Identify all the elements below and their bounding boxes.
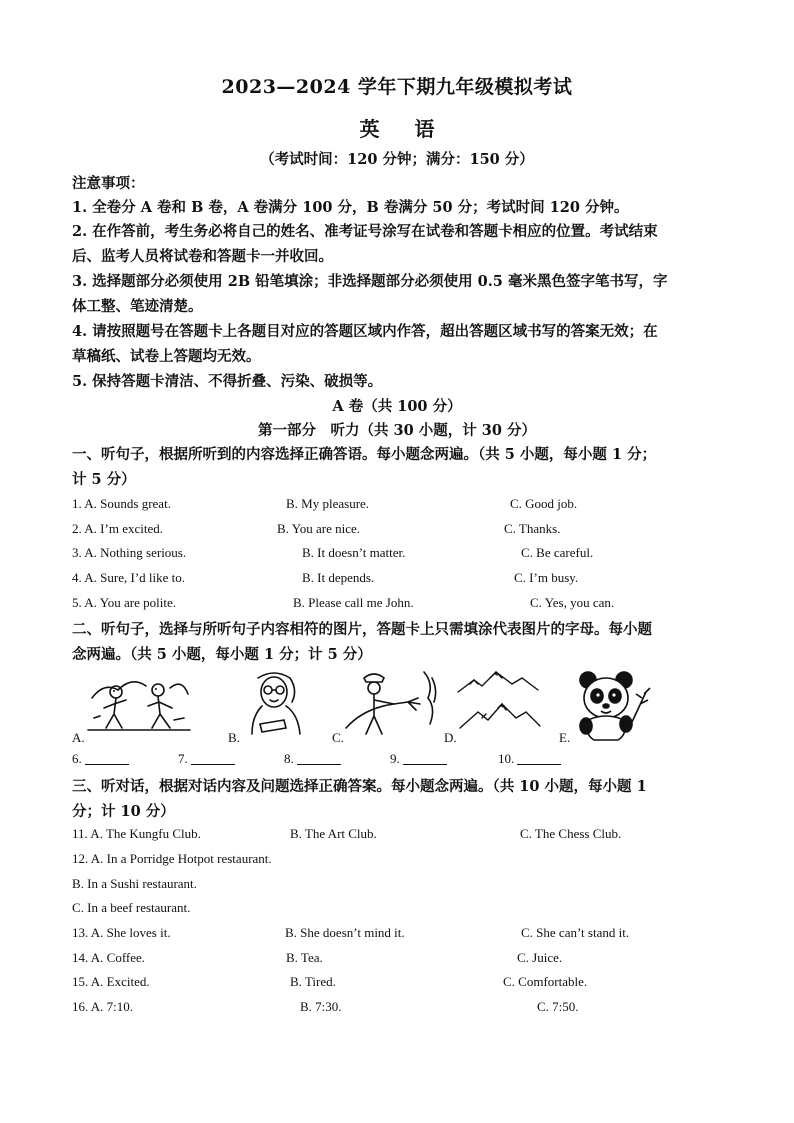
- section1-instruction-cont: 计 5 分）: [72, 471, 136, 488]
- section3-instruction-cont: 分；计 10 分）: [72, 803, 175, 820]
- q14-option-c: C. Juice.: [517, 950, 563, 965]
- picture-label-d: D.: [444, 730, 457, 745]
- q5-option-c: C. Yes, you can.: [530, 595, 615, 610]
- q13-option-c: C. She can’t stand it.: [521, 925, 630, 940]
- mountains-picture: [456, 668, 542, 738]
- note-line: 4. 请按照题号在答题卡上各题目对应的答题区域内作答，超出答题区域书写的答案无效；在: [72, 323, 658, 340]
- q2-option-c: C. Thanks.: [504, 521, 561, 536]
- note-line: 5. 保持答题卡清洁、不得折叠、污染、破损等。: [72, 373, 383, 390]
- q14-option-a: 14. A. Coffee.: [72, 950, 146, 965]
- answer-blank-7: 7.: [178, 751, 235, 767]
- q16-option-a: 16. A. 7:10.: [72, 999, 134, 1014]
- part1-heading: 第一部分 听力（共 30 小题，计 30 分）: [257, 422, 537, 439]
- q16-option-c: C. 7:50.: [537, 999, 579, 1014]
- q12-option-b: B. In a Sushi restaurant.: [72, 876, 197, 891]
- picture-label-b: B.: [228, 730, 240, 745]
- note-line: 1. 全卷分 A 卷和 B 卷，A 卷满分 100 分，B 卷满分 50 分；考试时间 120 分钟。: [72, 199, 629, 216]
- note-line: 草稿纸、试卷上答题均无效。: [72, 348, 261, 365]
- exam-title: 2023—2024 学年下期九年级模拟考试: [221, 76, 573, 98]
- q15-option-a: 15. A. Excited.: [72, 974, 150, 989]
- q12-option-c: C. In a beef restaurant.: [72, 900, 191, 915]
- section1-instruction: 一、听句子，根据所听到的内容选择正确答语。每小题念两遍。（共 5 小题，每小题 1 分；: [72, 446, 657, 463]
- q3-option-a: 3. A. Nothing serious.: [72, 545, 187, 560]
- section2-instruction: 二、听句子，选择与所听句子内容相符的图片，答题卡上只需填涂代表图片的字母。每小题: [72, 621, 652, 638]
- note-line: 后、监考人员将试卷和答题卡一并收回。: [72, 248, 333, 265]
- picture-label-a: A.: [72, 730, 85, 745]
- q11-option-b: B. The Art Club.: [290, 826, 377, 841]
- q11-option-a: 11. A. The Kungfu Club.: [72, 826, 201, 841]
- q4-option-c: C. I’m busy.: [514, 570, 579, 585]
- children-playing-picture: [84, 668, 194, 736]
- q15-option-b: B. Tired.: [290, 974, 336, 989]
- q3-option-c: C. Be careful.: [521, 545, 594, 560]
- q4-option-a: 4. A. Sure, I’d like to.: [72, 570, 186, 585]
- exam-info: （考试时间：120 分钟；满分：150 分）: [260, 151, 534, 168]
- note-line: 2. 在作答前，考生务必将自己的姓名、准考证号涂写在试卷和答题卡相应的位置。考试结束: [72, 223, 658, 240]
- note-line: 体工整、笔迹清楚。: [72, 298, 203, 315]
- answer-blank-6: 6.: [72, 751, 129, 767]
- q3-option-b: B. It doesn’t matter.: [302, 545, 406, 560]
- picture-label-c: C.: [332, 730, 344, 745]
- person-reading-picture: [242, 668, 312, 738]
- q16-option-b: B. 7:30.: [300, 999, 342, 1014]
- q1-option-a: 1. A. Sounds great.: [72, 496, 171, 511]
- subject-title: 英 语: [359, 117, 449, 141]
- answer-blank-9: 9.: [390, 751, 447, 767]
- q11-option-c: C. The Chess Club.: [520, 826, 622, 841]
- q15-option-c: C. Comfortable.: [503, 974, 588, 989]
- q13-option-a: 13. A. She loves it.: [72, 925, 171, 940]
- notes-heading: 注意事项：: [72, 175, 145, 192]
- q2-option-a: 2. A. I’m excited.: [72, 521, 163, 536]
- paper-a-heading: A 卷（共 100 分）: [332, 398, 462, 415]
- section3-instruction: 三、听对话，根据对话内容及问题选择正确答案。每小题念两遍。（共 10 小题，每小题 1: [72, 778, 647, 795]
- q1-option-c: C. Good job.: [510, 496, 578, 511]
- q13-option-b: B. She doesn’t mind it.: [285, 925, 405, 940]
- section2-instruction-cont: 念两遍。（共 5 小题，每小题 1 分；计 5 分）: [72, 646, 372, 663]
- q4-option-b: B. It depends.: [302, 570, 375, 585]
- picture-label-e: E.: [559, 730, 571, 745]
- answer-blank-10: 10.: [498, 751, 561, 767]
- q5-option-b: B. Please call me John.: [293, 595, 414, 610]
- q14-option-b: B. Tea.: [286, 950, 323, 965]
- answer-blank-8: 8.: [284, 751, 341, 767]
- q5-option-a: 5. A. You are polite.: [72, 595, 176, 610]
- panda-picture: [574, 668, 654, 744]
- note-line: 3. 选择题部分必须使用 2B 铅笔填涂；非选择题部分必须使用 0.5 毫米黑色签字笔书写，字: [72, 273, 668, 290]
- q1-option-b: B. My pleasure.: [286, 496, 370, 511]
- q2-option-b: B. You are nice.: [277, 521, 361, 536]
- firefighter-picture: [344, 668, 440, 740]
- q12-option-a: 12. A. In a Porridge Hotpot restaurant.: [72, 851, 272, 866]
